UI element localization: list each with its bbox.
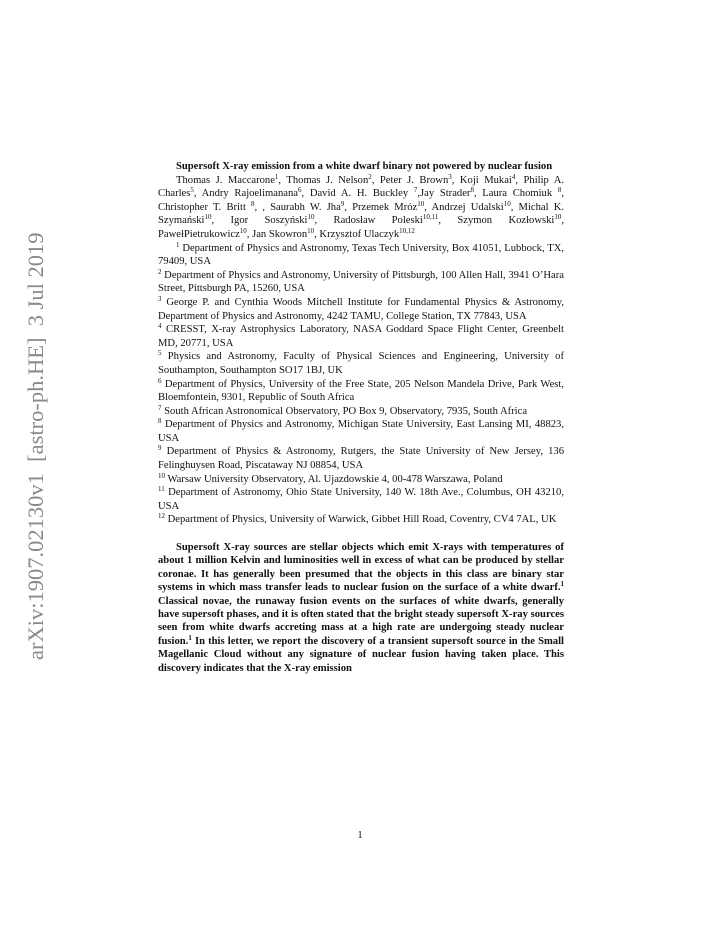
- author-separator: ,: [314, 215, 334, 227]
- affiliation-entry: [158, 296, 564, 323]
- author-name: Michal K. Szymański: [158, 201, 564, 227]
- author-affiliation-superscript: 10: [417, 199, 425, 208]
- author-name: Thomas J. Nelson: [286, 174, 369, 186]
- affiliation-text: CRESST, X-ray Astrophysics Laboratory, NASA Goddard Space Flight Center, Greenbelt MD, 20771, USA: [158, 324, 564, 349]
- author-separator: ,: [424, 201, 432, 213]
- author-affiliation-superscript: 10,11: [422, 213, 439, 222]
- affiliation-number: 10: [158, 471, 165, 480]
- author-affiliation-superscript: 9: [340, 199, 345, 208]
- author-affiliation-superscript: 8: [557, 186, 562, 195]
- affiliation-entry: [158, 513, 564, 527]
- author-separator: , ,: [254, 201, 271, 213]
- affiliation-text: Department of Astronomy, Ohio State University, 140 W. 18th Ave., Columbus, OH 43210, USA: [158, 487, 564, 512]
- author-affiliation-superscript: 6: [297, 186, 302, 195]
- affiliation-number: 4: [158, 322, 162, 331]
- author-name: Thomas J. Maccarone: [176, 174, 275, 186]
- author-affiliation-superscript: 3: [448, 172, 452, 181]
- author-affiliation-superscript: 4: [511, 172, 516, 181]
- author-name: Radosław Poleski: [333, 215, 423, 227]
- abstract-paragraph: [158, 541, 564, 675]
- author-name: Peter J. Brown: [379, 174, 449, 186]
- author-name: Laura Chomiuk: [482, 188, 558, 200]
- affiliation-text: Department of Physics, University of Warwick, Gibbet Hill Road, Coventry, CV4 7AL, UK: [165, 514, 557, 526]
- author-name: Krzysztof Ulaczyk: [319, 228, 400, 240]
- author-separator: ,: [371, 174, 380, 186]
- author-affiliation-superscript: 1: [274, 172, 279, 181]
- author-name: Szymon Kozłowski: [457, 215, 555, 227]
- abstract-text-part-1: Supersoft X-ray sources are stellar objects which emit X-rays with temperatures of about 1 million Kelvin and luminosities well in excess of what can be produced by stellar coronae. It has generally been presumed that the objects in this class are binary star systems in which mass transfer leads to nuclear fusion on the surface of a white dwarf.: [158, 542, 564, 594]
- author-name: Jay Strader: [420, 188, 471, 200]
- affiliation-entry: [158, 350, 564, 377]
- author-name: Christopher T. Britt: [158, 201, 252, 213]
- affiliation-number: 2: [158, 267, 162, 276]
- author-separator: ,: [438, 215, 458, 227]
- affiliation-text: Department of Physics & Astronomy, Rutgers, the State University of New Jersey, 136 Felinghuysen Road, Piscataway NJ 08854, USA: [158, 446, 564, 472]
- affiliation-entry: [158, 405, 564, 419]
- author-name: Philip A. Charles: [158, 174, 565, 200]
- page-number: 1: [357, 830, 363, 841]
- affiliation-text: Physics and Astronomy, Faculty of Physical Sciences and Engineering, University of Southampton, Southampton SO17 1BJ, UK: [158, 351, 564, 376]
- author-affiliation-superscript: 8: [251, 199, 255, 208]
- citation-superscript: 1: [560, 580, 564, 589]
- arxiv-identifier-stamp: arXiv:1907.02130v1 [astro-ph.HE] 3 Jul 2019: [23, 232, 48, 660]
- author-separator: ,: [344, 201, 353, 213]
- affiliation-text: Department of Physics and Astronomy, Michigan State University, East Lansing MI, 48823, USA: [158, 419, 564, 444]
- author-separator: ,: [515, 174, 524, 186]
- author-name: Jan Skowron: [252, 228, 308, 240]
- affiliation-entry: [158, 378, 564, 405]
- author-affiliation-superscript: 10: [307, 213, 315, 222]
- author-separator: ,: [314, 228, 320, 240]
- abstract-text-part-2: Classical novae, the runaway fusion events on the surfaces of white dwarfs, generally have supersoft phases, and it is often stated that the bright steady supersoft X-ray sources seen from white dwarfs accreting mass at a high rate are undergoing steady nuclear fusion.: [158, 595, 564, 647]
- author-name: Igor Soszyński: [230, 215, 308, 227]
- author-affiliation-superscript: 8: [470, 186, 474, 195]
- affiliation-entry: [158, 242, 564, 269]
- affiliation-text: George P. and Cynthia Woods Mitchell Institute for Fundamental Physics & Astronomy, Department of Physics and Astronomy, 4242 TAMU, College Station, TX 77843, USA: [158, 296, 564, 322]
- author-list: [158, 174, 564, 242]
- affiliation-entry: [158, 269, 564, 296]
- author-separator: ,: [193, 188, 202, 200]
- author-name: PawełPietrukowicz: [158, 228, 240, 240]
- affiliation-entry: [158, 473, 564, 487]
- affiliation-text: Warsaw University Observatory, Al. Ujazdowskie 4, 00-478 Warszawa, Poland: [165, 473, 503, 485]
- author-name: Saurabh W. Jha: [270, 201, 341, 213]
- author-affiliation-superscript: 2: [368, 172, 372, 181]
- affiliation-number: 11: [158, 485, 165, 494]
- affiliation-number: 12: [158, 512, 165, 521]
- author-separator: ,: [561, 188, 564, 200]
- paper-title: Supersoft X-ray emission from a white dwarf binary not powered by nuclear fusion: [176, 161, 553, 172]
- citation-superscript: 1: [188, 633, 192, 642]
- author-separator: ,: [451, 174, 460, 186]
- affiliation-number: 5: [158, 349, 162, 358]
- author-separator: ,: [246, 228, 253, 240]
- author-separator: ,: [417, 188, 421, 200]
- author-affiliation-superscript: 10: [503, 199, 511, 208]
- affiliation-number: 6: [158, 376, 162, 385]
- author-separator: ,: [473, 188, 483, 200]
- author-separator: ,: [561, 215, 565, 227]
- affiliation-text: Department of Physics and Astronomy, Texas Tech University, Box 41051, Lubbock, TX, 79409, USA: [158, 242, 564, 268]
- affiliation-text: Department of Physics and Astronomy, University of Pittsburgh, 100 Allen Hall, 3941 O’Hara Street, Pittsburgh PA, 15260, USA: [158, 269, 564, 295]
- author-name: Przemek Mróz: [352, 201, 418, 213]
- affiliation-number: 1: [176, 240, 180, 249]
- author-affiliation-superscript: 5: [190, 186, 194, 195]
- affiliation-entry: [158, 486, 564, 513]
- author-affiliation-superscript: 10: [239, 226, 247, 235]
- affiliation-entry: [158, 445, 564, 472]
- abstract-text-part-3: In this letter, we report the discovery of a transient supersoft source in the Small Magellanic Cloud without any signature of nuclear fusion having taken place. This discovery indicates that the X-ray emission: [158, 635, 564, 674]
- affiliation-number: 7: [158, 403, 162, 412]
- affiliation-number: 8: [158, 417, 162, 426]
- paper-first-page: [158, 160, 564, 675]
- author-separator: ,: [211, 215, 231, 227]
- affiliation-entry: [158, 323, 564, 350]
- author-affiliation-superscript: 10: [554, 213, 562, 222]
- author-name: Koji Mukai: [459, 174, 512, 186]
- author-affiliation-superscript: 7: [413, 186, 418, 195]
- author-affiliation-superscript: 10: [307, 226, 315, 235]
- author-affiliation-superscript: 10: [204, 213, 212, 222]
- author-separator: ,: [301, 188, 310, 200]
- author-affiliation-superscript: 10,12: [399, 226, 415, 235]
- author-name: David A. H. Buckley: [309, 188, 414, 200]
- affiliation-list: [158, 242, 564, 527]
- author-name: Andry Rajoelimanana: [201, 188, 298, 200]
- affiliation-text: Department of Physics, University of the Free State, 205 Nelson Mandela Drive, Park West, Bloemfontein, 9301, Republic of South Africa: [158, 378, 564, 404]
- affiliation-number: 9: [158, 444, 162, 453]
- affiliation-number: 3: [158, 294, 162, 303]
- author-separator: ,: [278, 174, 287, 186]
- author-separator: ,: [510, 201, 519, 213]
- affiliation-text: South African Astronomical Observatory, PO Box 9, Observatory, 7935, South Africa: [161, 405, 528, 417]
- author-name: Andrzej Udalski: [431, 201, 504, 213]
- affiliation-entry: [158, 418, 564, 445]
